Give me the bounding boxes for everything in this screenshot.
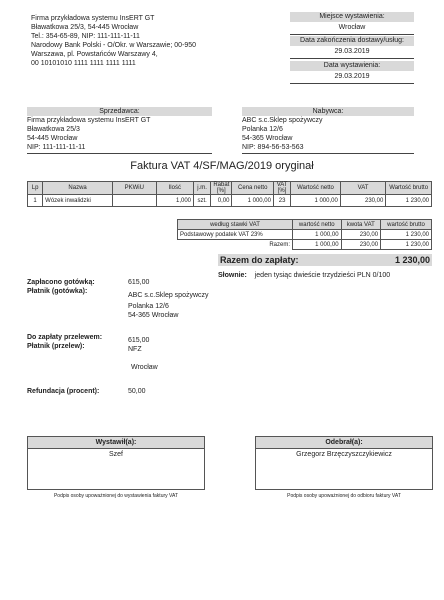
cell-vat: 230,00 — [340, 195, 386, 207]
seller-header-line: Firma przykładowa systemu InsERT GT — [31, 15, 155, 22]
buyer-block — [242, 107, 414, 154]
issued-by-box — [27, 436, 205, 490]
cash-paid-label: Zapłacono gotówką: — [27, 279, 95, 286]
cell-gross: 1 230,00 — [386, 195, 432, 207]
col-header: VAT [%] — [273, 182, 290, 195]
cell-net-value: 1 000,00 — [291, 195, 341, 207]
cell-vat-rate: 23 — [273, 195, 290, 207]
col-header: Lp — [28, 182, 43, 195]
vat-net-cell: 1 000,00 — [293, 230, 342, 240]
invoice-title: Faktura VAT 4/SF/MAG/2019 oryginał — [130, 160, 314, 172]
issue-date-value: 29.03.2019 — [334, 73, 370, 80]
to-pay-value: 1 230,00 — [394, 255, 430, 265]
col-header: Cena netto — [232, 182, 274, 195]
col-header: j.m. — [194, 182, 211, 195]
vat-rate-cell: Podstawowy podatek VAT 23% — [178, 230, 293, 240]
buyer-label: Nabywca: — [242, 107, 414, 116]
table-row — [28, 195, 432, 207]
place-label: Miejsce wystawienia: — [290, 12, 414, 22]
transfer-due-label: Do zapłaty przelewem: — [27, 334, 103, 341]
items-header-row — [28, 182, 432, 195]
transfer-due-value: 615,00 — [128, 337, 150, 344]
col-header: PKWiU — [113, 182, 157, 195]
seller-line: NIP: 111-111-11-11 — [27, 144, 86, 151]
vat-gross-cell: 1 230,00 — [381, 230, 432, 240]
vat-col-header: według stawki VAT — [178, 220, 293, 230]
vat-col-header: wartość netto — [293, 220, 342, 230]
seller-header-line: 00 10101010 1111 1111 1111 1111 — [31, 60, 136, 67]
cell-qty: 1,000 — [156, 195, 193, 207]
issue-date-label: Data wystawienia: — [290, 61, 414, 71]
transfer-payer — [128, 345, 158, 372]
received-by-name: Grzegorz Brzęczyszczykiewicz — [296, 451, 392, 458]
vat-header-row — [178, 220, 432, 230]
seller-header-line: Bławatkowa 25/3, 54-445 Wrocław — [31, 24, 139, 31]
to-pay-label: Razem do zapłaty: — [220, 255, 299, 265]
seller-line: 54-445 Wrocław — [27, 135, 78, 142]
seller-block — [27, 107, 212, 154]
seller-header-line: Warszawa, pl. Powstańców Warszawy 4, — [31, 51, 158, 58]
cash-payer-line: Polanka 12/6 — [128, 303, 169, 310]
cell-unit: szt. — [194, 195, 211, 207]
vat-total-row — [178, 240, 432, 250]
cash-paid-value: 615,00 — [128, 279, 150, 286]
seller-line: Firma przykładowa systemu InsERT GT — [27, 117, 151, 124]
invoice-info — [290, 12, 414, 84]
cell-net-price: 1 000,00 — [232, 195, 274, 207]
vat-amount-cell: 230,00 — [341, 230, 381, 240]
delivery-date-value: 29.03.2019 — [334, 48, 370, 55]
vat-total-net: 1 000,00 — [293, 240, 342, 250]
col-header: Nazwa — [43, 182, 113, 195]
table-row — [178, 230, 432, 240]
transfer-payer-line: NFZ — [128, 346, 142, 353]
cash-payer-line: 54-365 Wrocław — [128, 312, 179, 319]
cash-payer-line: ABC s.c.Sklep spożywczy — [128, 292, 209, 299]
transfer-payer-line: Wrocław — [131, 364, 158, 371]
vat-col-header: wartość brutto — [381, 220, 432, 230]
issued-by-label: Wystawił(a): — [28, 437, 204, 449]
vat-total-gross: 1 230,00 — [381, 240, 432, 250]
vat-total-label: Razem: — [269, 241, 290, 248]
col-header: Rabat [%] — [211, 182, 232, 195]
col-header: Wartość netto — [291, 182, 341, 195]
place-value: Wrocław — [338, 24, 366, 31]
seller-header-line: Tel.: 354-65-89, NIP: 111-111-11-11 — [31, 33, 140, 40]
received-by-box — [255, 436, 433, 490]
received-by-caption: Podpis osoby upoważnionej do odbioru faktury VAT — [287, 493, 401, 499]
buyer-line: Polanka 12/6 — [242, 126, 283, 133]
cell-discount: 0,00 — [211, 195, 232, 207]
seller-header — [31, 14, 261, 68]
buyer-line: 54-365 Wrocław — [242, 135, 293, 142]
buyer-line: ABC s.c.Sklep spożywczy — [242, 117, 323, 124]
vat-col-header: kwota VAT — [341, 220, 381, 230]
to-pay-bar — [218, 254, 432, 266]
vat-summary-table — [177, 219, 432, 250]
in-words-label: Słownie: — [218, 272, 247, 279]
refund-label: Refundacja (procent): — [27, 388, 100, 395]
items-table — [27, 181, 432, 207]
col-header: Ilość — [156, 182, 193, 195]
cell-lp: 1 — [28, 195, 43, 207]
vat-total-amount: 230,00 — [341, 240, 381, 250]
delivery-date-label: Data zakończenia dostawy/usług: — [290, 36, 414, 46]
issued-by-caption: Podpis osoby upoważnionej do wystawienia faktury VAT — [53, 493, 179, 499]
seller-label: Sprzedawca: — [27, 107, 212, 116]
seller-header-line: Narodowy Bank Polski - O/Okr. w Warszawie; 00-950 — [31, 42, 197, 49]
cell-name: Wózek inwalidzki — [43, 195, 113, 207]
transfer-payer-label: Płatnik (przelew): — [27, 343, 85, 350]
buyer-line: NIP: 894-56-53-563 — [242, 144, 304, 151]
cash-payer — [128, 291, 209, 320]
in-words — [218, 271, 432, 280]
col-header: Wartość brutto — [386, 182, 432, 195]
col-header: VAT — [340, 182, 386, 195]
seller-line: Bławatkowa 25/3 — [27, 126, 80, 133]
cell-pkwiu — [113, 195, 157, 207]
refund-value: 50,00 — [128, 388, 146, 395]
cash-payer-label: Płatnik (gotówka): — [27, 288, 88, 295]
in-words-value: jeden tysiąc dwieście trzydzieści PLN 0/100 — [254, 272, 391, 279]
received-by-label: Odebrał(a): — [256, 437, 432, 449]
issued-by-name: Szef — [108, 451, 123, 458]
